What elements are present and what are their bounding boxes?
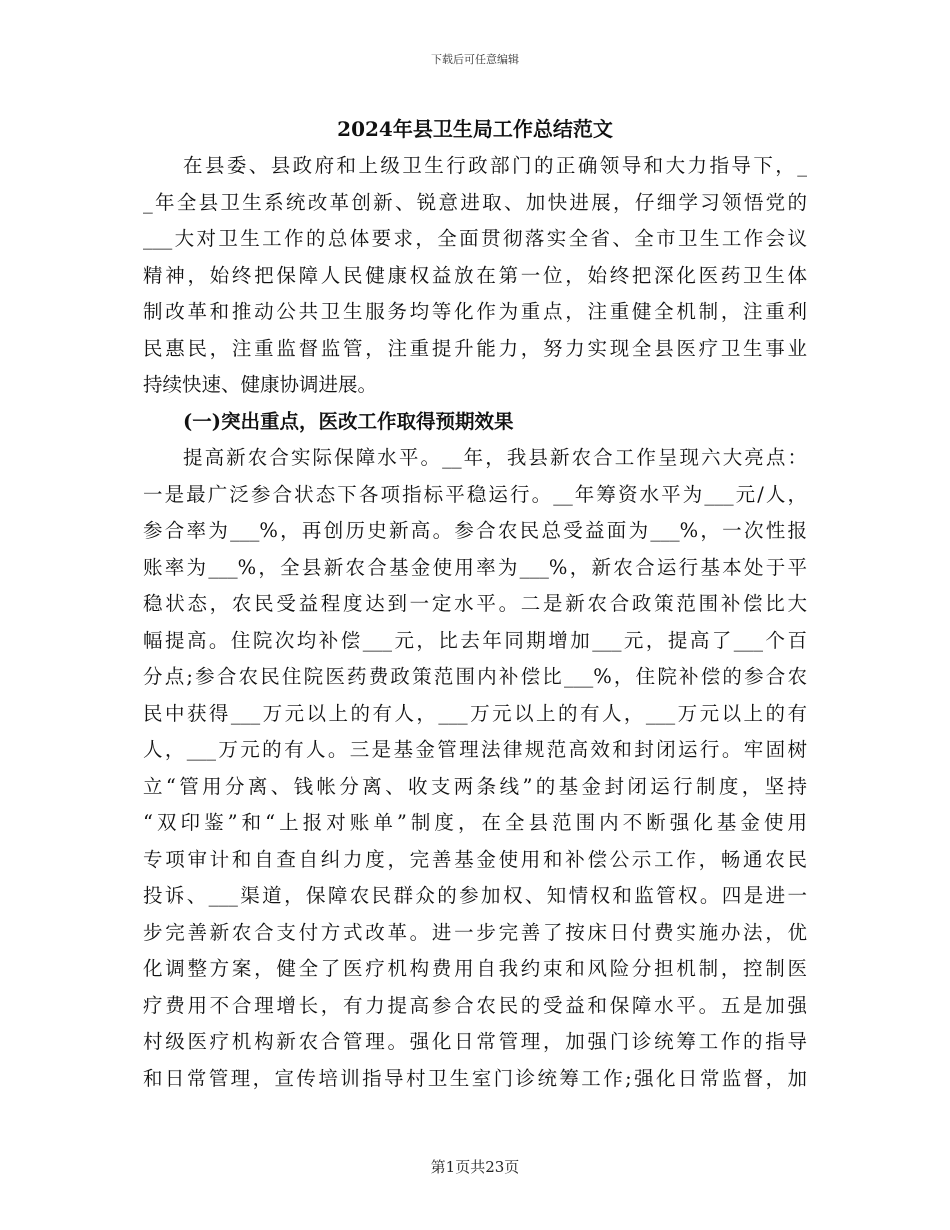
body-text-line: _年全县卫生系统改革创新、锐意进取、加快进展，仔细学习领悟党的 bbox=[143, 190, 807, 214]
body-text-line: 专项审计和自查自纠力度，完善基金使用和补偿公示工作，畅通农民 bbox=[143, 847, 807, 871]
body-text-line: 步完善新农合支付方式改革。进一步完善了按床日付费实施办法，优 bbox=[143, 920, 807, 944]
body-text-line: 村级医疗机构新农合管理。强化日常管理，加强门诊统筹工作的指导 bbox=[143, 1030, 807, 1053]
body-text-line: 在县委、县政府和上级卫生行政部门的正确领导和大力指导下，_ bbox=[183, 154, 807, 177]
body-text-line: 账率为___%，全县新农合基金使用率为___%，新农合运行基本处于平 bbox=[143, 555, 807, 579]
body-text-line: 分点;参合农民住院医药费政策范围内补偿比___%，住院补偿的参合农 bbox=[143, 665, 807, 688]
body-text-line: 化调整方案，健全了医疗机构费用自我约束和风险分担机制，控制医 bbox=[143, 957, 807, 980]
page-footer-number: 第1页共23页 bbox=[430, 1158, 520, 1176]
body-text-line: 和日常管理，宣传培训指导村卫生室门诊统筹工作;强化日常监督，加 bbox=[143, 1066, 807, 1090]
page-header-note: 下载后可任意编辑 bbox=[431, 53, 519, 66]
body-text-line: 提高新农合实际保障水平。__年，我县新农合工作呈现六大亮点： bbox=[183, 446, 807, 469]
body-text-line: 制改革和推动公共卫生服务均等化作为重点，注重健全机制，注重利 bbox=[143, 300, 807, 323]
body-text-line: 投诉、___渠道，保障农民群众的参加权、知情权和监管权。四是进一 bbox=[143, 884, 807, 907]
body-text-line: 持续快速、健康协调进展。 bbox=[143, 373, 378, 396]
body-text-line: “双印鉴”和“上报对账单”制度，在全县范围内不断强化基金使用 bbox=[143, 811, 807, 834]
document-title: 2024年县卫生局工作总结范文 bbox=[337, 117, 613, 141]
body-text-line: 人，___万元的有人。三是基金管理法律规范高效和封闭运行。牢固树 bbox=[143, 738, 807, 761]
document-body bbox=[143, 148, 807, 1097]
body-text-line: 立“管用分离、钱帐分离、收支两条线”的基金封闭运行制度，坚持 bbox=[143, 774, 807, 798]
body-text-line: 疗费用不合理增长，有力提高参合农民的受益和保障水平。五是加强 bbox=[143, 993, 807, 1017]
body-text-line: 民中获得___万元以上的有人，___万元以上的有人，___万元以上的有 bbox=[143, 701, 807, 725]
body-text-line: 精神，始终把保障人民健康权益放在第一位，始终把深化医药卫生体 bbox=[143, 263, 807, 287]
body-text-line: 幅提高。住院次均补偿___元，比去年同期增加___元，提高了___个百 bbox=[143, 628, 807, 652]
body-text-line: 参合率为___%，再创历史新高。参合农民总受益面为___%，一次性报 bbox=[143, 519, 807, 542]
body-text-line: 一是最广泛参合状态下各项指标平稳运行。__年筹资水平为___元/人， bbox=[143, 482, 807, 506]
body-text-line: 民惠民，注重监督监管，注重提升能力，努力实现全县医疗卫生事业 bbox=[143, 336, 807, 360]
section-heading: (一)突出重点，医改工作取得预期效果 bbox=[183, 409, 514, 433]
body-text-line: 稳状态，农民受益程度达到一定水平。二是新农合政策范围补偿比大 bbox=[143, 592, 807, 615]
body-text-line: ___大对卫生工作的总体要求，全面贯彻落实全省、全市卫生工作会议 bbox=[143, 227, 807, 250]
